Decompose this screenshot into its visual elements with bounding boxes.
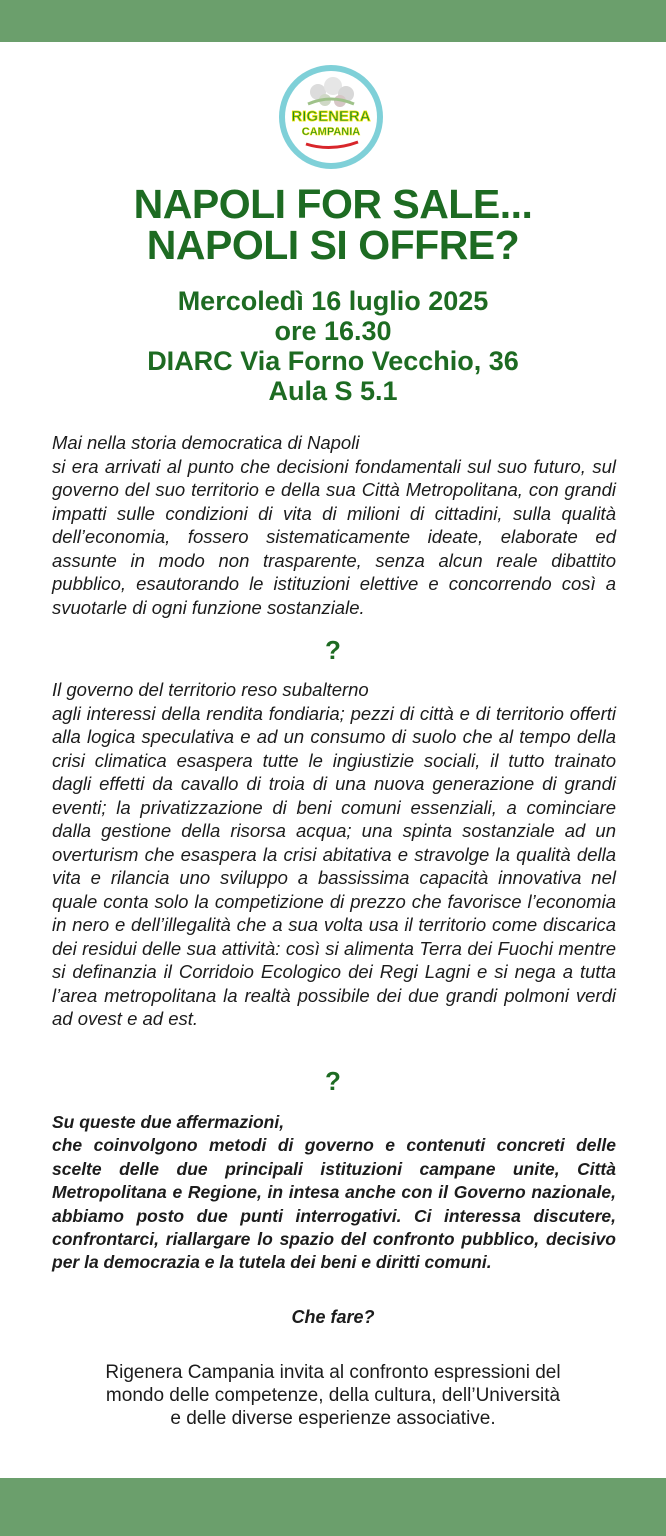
event-time: ore 16.30 — [274, 316, 392, 346]
closing-line-1: Rigenera Campania invita al confronto espressioni del — [105, 1362, 561, 1383]
title-line-2: NAPOLI SI OFFRE? — [146, 222, 520, 268]
paragraph-1-body: si era arrivati al punto che decisioni fondamentali sul suo futuro, sul governo del suo territorio e della sua Città Metropolitana, con grandi impatti sulle condizioni di vita di milioni di cittadini, sulla qualità dell’economia, fossero sistematicamente ideate, elaborate ed assunte in modo non trasparente, senza alcun reale dibattito pubblico, esautorando le istituzioni elettive e concorrendo così a svuotarle di ogni funzione sostanziale. — [52, 455, 616, 618]
paragraph-3-body: che coinvolgono metodi di governo e contenuti concreti delle scelte delle due principali istituzioni campane unite, Città Metropolitana e Regione, in intesa anche con il Governo nazionale, abbiamo posto due punti interrogativi. Ci interessa discutere, confrontarci, riallargare lo spazio del confronto pubblico, decisivo per la democrazia e la tutela dei beni e diritti comuni. — [52, 1135, 616, 1273]
closing-line-3: e delle diverse esperienze associative. — [170, 1408, 496, 1429]
paragraph-1 — [52, 431, 616, 619]
paragraph-3 — [52, 1111, 616, 1275]
paragraph-3-lead: Su queste due affermazioni, — [52, 1112, 285, 1132]
logo-text-2: CAMPANIA — [301, 126, 361, 138]
paragraph-2 — [52, 678, 616, 1031]
event-place: DIARC Via Forno Vecchio, 36 — [147, 346, 519, 376]
question-mark-2: ? — [325, 1066, 341, 1096]
top-band — [0, 0, 666, 42]
page-title — [0, 181, 666, 268]
rigenera-campania-logo — [278, 64, 384, 170]
title-line-1: NAPOLI FOR SALE... — [133, 181, 533, 227]
paragraph-2-lead: Il governo del territorio reso subalterno — [52, 679, 369, 700]
logo-text-1: RIGENERA — [291, 108, 371, 125]
bottom-band — [0, 1478, 666, 1536]
event-info — [0, 286, 666, 406]
paragraph-2-body: agli interessi della rendita fondiaria; pezzi di città e di territorio offerti alla logica speculativa e ad un consumo di suolo che al tempo della crisi climatica esaspera tutte le ingiustizie sociali, il tutto trainato dagli effetti da cavallo di troia di una nuova generazione di grandi eventi; la privatizzazione di beni comuni essenziali, a cominciare dalla gestione della risorsa acqua; una spinta sostanziale ad un overturism che esaspera la crisi abitativa e stravolge la qualità della vita e rilancia uno sviluppo a bassissima capacità innovativa nel quale conta solo la competizione di prezzo che favorisce l’economia in nero e dell’illegalità che a sua volta usa il territorio come discarica dei residui delle sua attività: così si alimenta Terra dei Fuochi mentre si definanzia il Corridoio Ecologico dei Regi Lagni e si nega a tutta l’area metropolitana la realtà possibile dei due grandi polmoni verdi ad ovest e ad est. — [52, 702, 616, 1029]
event-date: Mercoledì 16 luglio 2025 — [177, 286, 489, 316]
closing-note — [40, 1361, 626, 1430]
question-mark-1: ? — [325, 635, 341, 665]
che-fare-heading: Che fare? — [291, 1307, 375, 1327]
closing-line-2: mondo delle competenze, della cultura, dell’Università — [105, 1385, 561, 1406]
paragraph-1-lead: Mai nella storia democratica di Napoli — [52, 432, 360, 453]
event-room: Aula S 5.1 — [268, 376, 398, 406]
